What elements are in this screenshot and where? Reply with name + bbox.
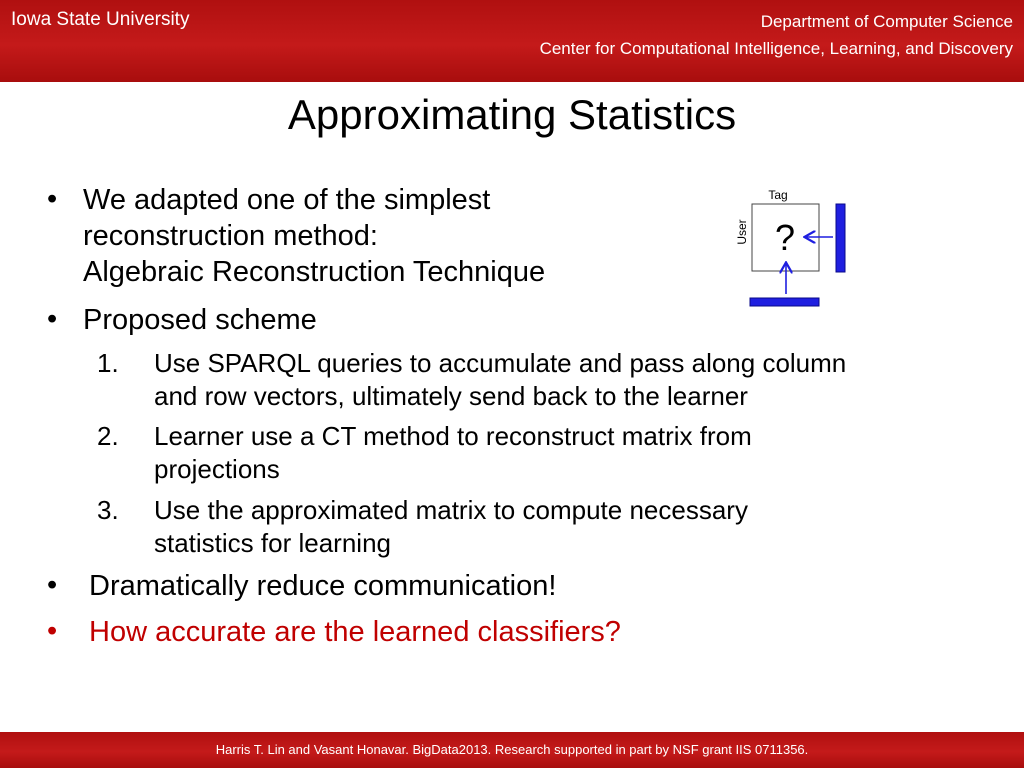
step-item [154, 420, 974, 486]
reconstruction-diagram [726, 184, 856, 314]
step-number: 2. [97, 421, 119, 451]
center-name: Center for Computational Intelligence, Learning, and Discovery [539, 39, 1013, 58]
step-number: 3. [97, 495, 119, 525]
step-item [154, 494, 974, 560]
row-projection-bar [836, 204, 845, 272]
row-label: User [735, 219, 749, 245]
department-name: Department of Computer Science [760, 12, 1013, 31]
bullet-item-communication: Dramatically reduce communication! [89, 570, 557, 602]
column-projection-bar [750, 298, 819, 306]
step-line: projections [154, 454, 280, 484]
bullet-line: Algebraic Reconstruction Technique [83, 256, 546, 288]
institution-name: Iowa State University [11, 9, 190, 30]
step-line: Learner use a CT method to reconstruct matrix from [154, 421, 752, 451]
slide-title: Approximating Statistics [287, 91, 737, 138]
bullet-dot-icon: • [47, 183, 58, 215]
step-item [154, 347, 974, 413]
column-label: Tag [768, 188, 788, 202]
step-line: Use SPARQL queries to accumulate and pass along column [154, 348, 847, 378]
bullet-dot-icon: • [47, 569, 58, 601]
bullet-item-question: How accurate are the learned classifiers? [89, 616, 621, 648]
bullet-dot-icon: • [47, 615, 58, 647]
step-line: and row vectors, ultimately send back to the learner [154, 381, 748, 411]
footer-banner [0, 732, 1024, 768]
bullet-item [83, 302, 317, 338]
unknown-cell-symbol: ? [774, 217, 796, 258]
bullet-line: We adapted one of the simplest [83, 184, 491, 216]
step-number: 1. [97, 348, 119, 378]
bullet-line: reconstruction method: [83, 220, 378, 252]
bullet-dot-icon: • [47, 303, 58, 335]
footer-citation: Harris T. Lin and Vasant Honavar. BigData2013. Research supported in part by NSF grant IIS 0711356. [215, 742, 809, 757]
step-line: Use the approximated matrix to compute necessary [154, 495, 748, 525]
bullet-item [83, 182, 545, 290]
bullet-line: Proposed scheme [83, 304, 317, 336]
step-line: statistics for learning [154, 528, 391, 558]
